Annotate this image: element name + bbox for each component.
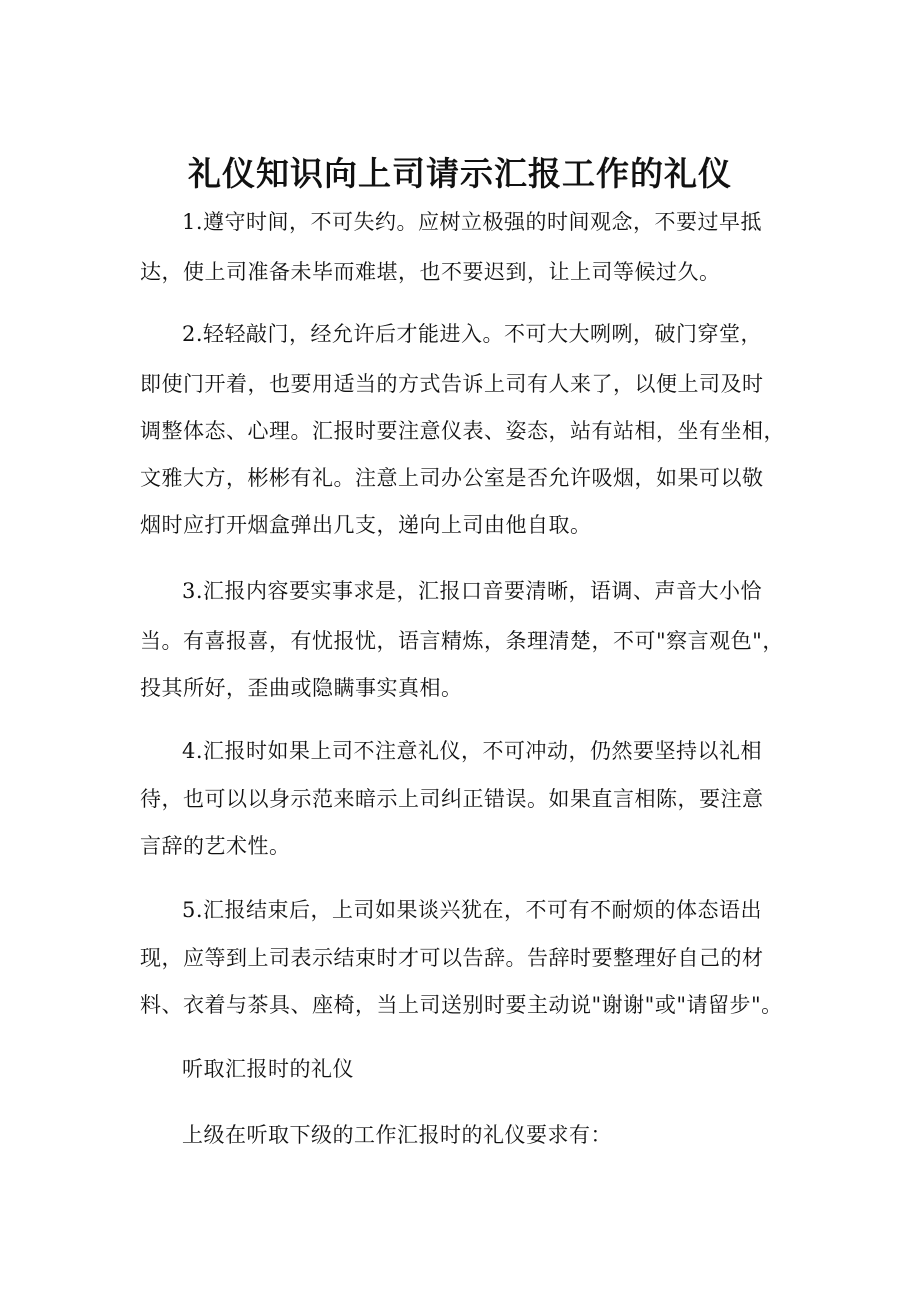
section-subheading: 听取汇报时的礼仪 (182, 1057, 354, 1081)
paragraph-2-line-4: 文雅大方，彬彬有礼。注意上司办公室是否允许吸烟，如果可以敬 (140, 466, 764, 490)
paragraph-3-line-3: 投其所好，歪曲或隐瞒事实真相。 (140, 676, 463, 700)
paragraph-2-line-5: 烟时应打开烟盒弹出几支，递向上司由他自取。 (140, 513, 592, 537)
paragraph-4-line-2: 待，也可以以身示范来暗示上司纠正错误。如果直言相陈，要注意 (140, 787, 764, 811)
paragraph-3-line-2: 当。有喜报喜，有忧报忧，语言精炼，条理清楚，不可"察言观色"， (140, 629, 784, 653)
paragraph-2-line-1: 2.轻轻敲门，经允许后才能进入。不可大大咧咧，破门穿堂， (182, 322, 763, 346)
document-title: 礼仪知识向上司请示汇报工作的礼仪 (188, 154, 732, 193)
paragraph-4-line-1: 4.汇报时如果上司不注意礼仪，不可冲动，仍然要坚持以礼相 (182, 739, 763, 763)
paragraph-5-line-2: 现，应等到上司表示结束时才可以告辞。告辞时要整理好自己的材 (140, 946, 764, 970)
paragraph-3-line-1: 3.汇报内容要实事求是，汇报口音要清晰，语调、声音大小恰 (182, 579, 763, 603)
paragraph-2-line-2: 即使门开着，也要用适当的方式告诉上司有人来了，以便上司及时 (140, 372, 764, 396)
paragraph-5-line-1: 5.汇报结束后，上司如果谈兴犹在，不可有不耐烦的体态语出 (182, 898, 763, 922)
paragraph-6-line-1: 上级在听取下级的工作汇报时的礼仪要求有： (182, 1123, 612, 1147)
paragraph-5-line-3: 料、衣着与茶具、座椅，当上司送别时要主动说"谢谢"或"请留步"。 (140, 993, 783, 1017)
paragraph-2-line-3: 调整体态、心理。汇报时要注意仪表、姿态，站有站相，坐有坐相， (140, 419, 785, 443)
paragraph-4-line-3: 言辞的艺术性。 (140, 834, 291, 858)
paragraph-1-line-1: 1.遵守时间，不可失约。应树立极强的时间观念，不要过早抵 (182, 210, 763, 234)
paragraph-1-line-2: 达，使上司准备未毕而难堪，也不要迟到，让上司等候过久。 (140, 260, 721, 284)
